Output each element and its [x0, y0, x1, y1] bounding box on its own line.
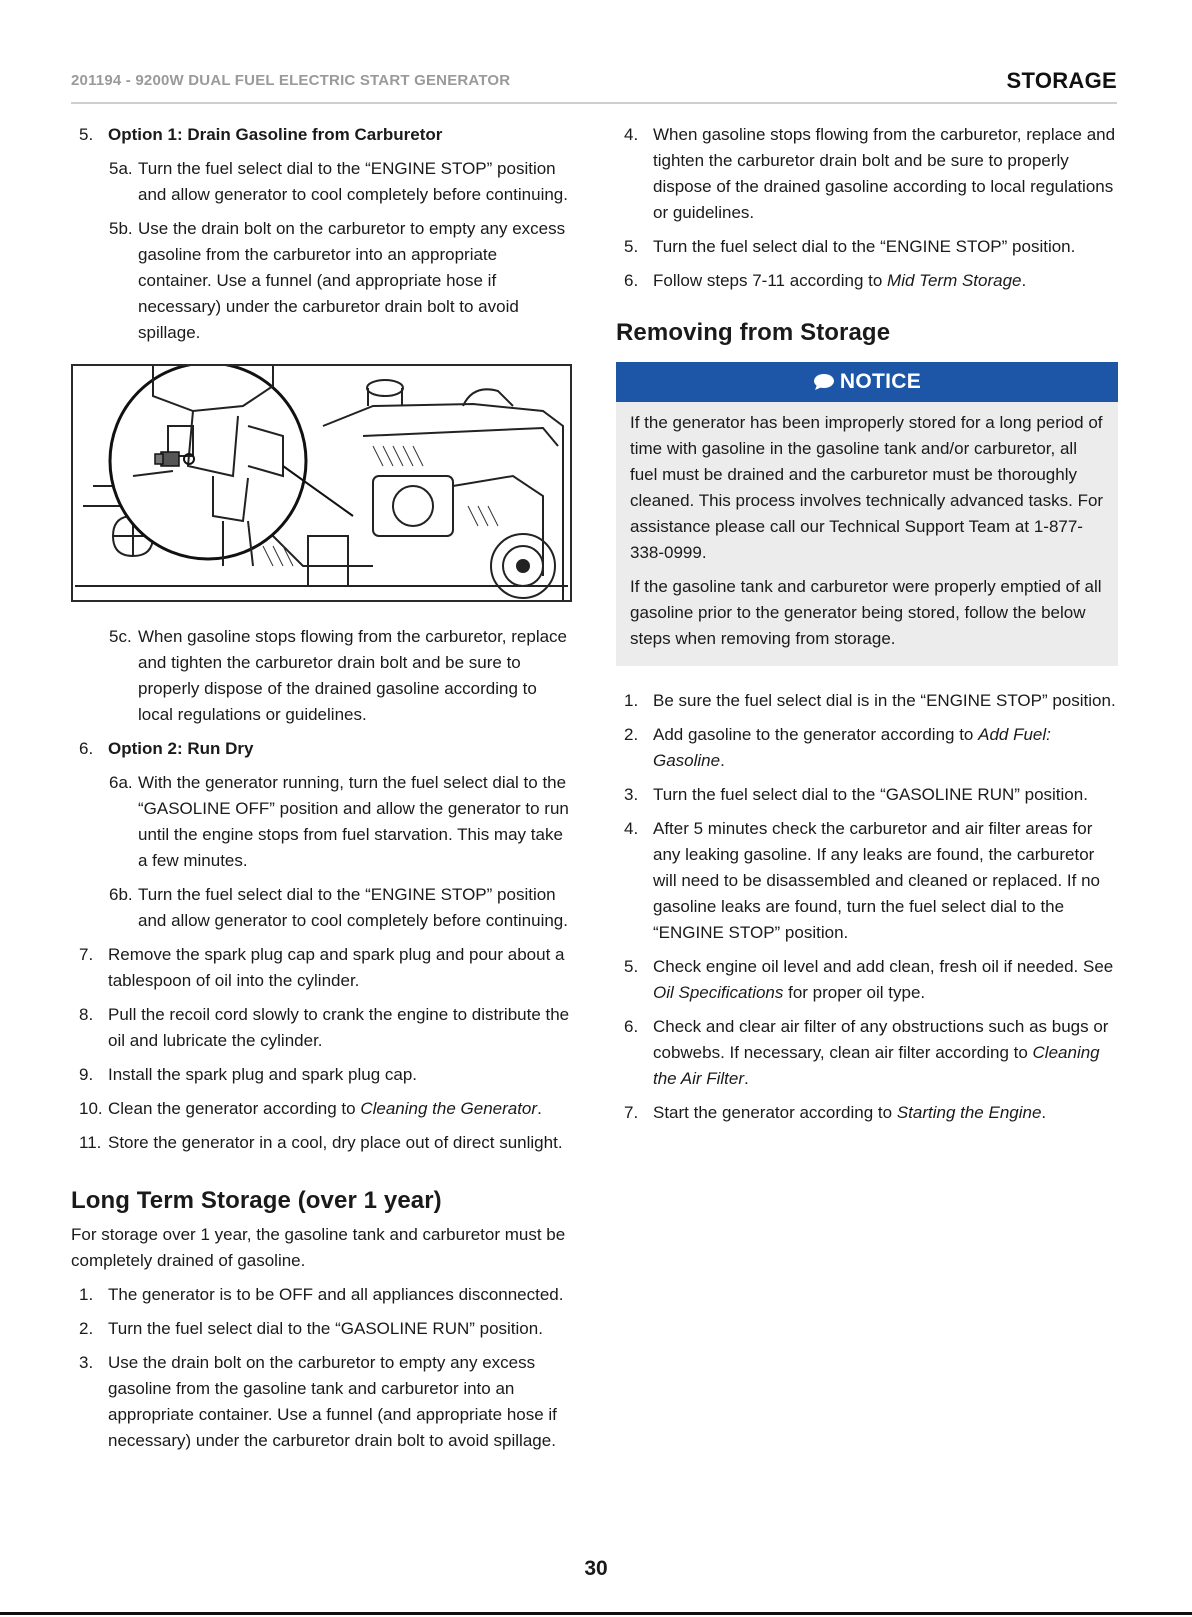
notice-box: [616, 362, 1118, 666]
notice-label: NOTICE: [839, 370, 922, 393]
list-item: [71, 1096, 571, 1122]
item-number: 2.: [79, 1319, 94, 1338]
item-text: for proper oil type.: [783, 983, 926, 1002]
section-heading: Long Term Storage (over 1 year): [71, 1187, 442, 1214]
item-number: 5a.: [109, 159, 133, 178]
item-number: 7.: [624, 1103, 639, 1122]
item-number: 10.: [79, 1099, 103, 1118]
list-item: [616, 782, 1118, 808]
list-item: [71, 1282, 571, 1308]
section-title: STORAGE: [1006, 68, 1117, 93]
item-text: The generator is to be OFF and all appliances disconnected.: [108, 1285, 564, 1304]
list-item: [616, 234, 1118, 260]
section-heading: Removing from Storage: [616, 319, 891, 346]
section-intro: For storage over 1 year, the gasoline tank and carburetor must be completely drained of gasoline.: [71, 1225, 566, 1270]
list-item: [616, 1100, 1118, 1126]
item-text: .: [537, 1099, 542, 1118]
item-number: 6.: [79, 739, 94, 758]
list-item: [71, 1062, 571, 1088]
notice-paragraph: If the gasoline tank and carburetor were properly emptied of all gasoline prior to the generator being stored, follow the below steps when removing from storage.: [630, 577, 1102, 648]
reference-link[interactable]: Cleaning the Air Filter: [653, 1043, 1100, 1088]
item-number: 5c.: [109, 627, 132, 646]
item-text: When gasoline stops flowing from the carburetor, replace and tighten the carburetor drain bolt and be sure to properly dispose of the drained gasoline according to local regulations or guidelines.: [138, 627, 568, 724]
item-text: Check engine oil level and add clean, fresh oil if needed. See: [653, 957, 1114, 976]
item-number: 1.: [79, 1285, 94, 1304]
page-number: 30: [584, 1557, 608, 1580]
item-text: Turn the fuel select dial to the “ENGINE STOP” position and allow generator to cool completely before continuing.: [138, 159, 568, 204]
item-number: 6b.: [109, 885, 133, 904]
reference-link[interactable]: Add Fuel: Gasoline: [653, 725, 1051, 770]
item-number: 8.: [79, 1005, 94, 1024]
item-text: .: [1041, 1103, 1047, 1122]
right-column: [616, 122, 1118, 1134]
item-text: Check and clear air filter of any obstructions such as bugs or cobwebs. If necessary, clean air filter according to: [653, 1017, 1109, 1062]
item-text: Install the spark plug and spark plug cap.: [108, 1065, 418, 1084]
item-text: .: [1021, 271, 1027, 290]
item-text: Turn the fuel select dial to the “ENGINE STOP” position.: [653, 237, 1076, 256]
list-item: [616, 954, 1118, 1006]
notice-body: [616, 402, 1118, 666]
item-text: Turn the fuel select dial to the “GASOLINE RUN” position.: [653, 785, 1088, 804]
reference-link[interactable]: Mid Term Storage: [887, 271, 1022, 290]
item-number: 4.: [624, 819, 639, 838]
reference-link[interactable]: Oil Specifications: [653, 983, 784, 1002]
item-text: Store the generator in a cool, dry place out of direct sunlight.: [108, 1133, 563, 1152]
item-number: 6.: [624, 1017, 639, 1036]
item-number: 5.: [624, 957, 639, 976]
list-item: [71, 122, 571, 148]
item-text: Use the drain bolt on the carburetor to empty any excess gasoline from the carburetor into an appropriate container. Use a funnel (and appropriate hose if necessary) under the carburetor drain bolt to avoid spillage.: [138, 219, 566, 342]
item-number: 4.: [624, 125, 639, 144]
item-text: .: [744, 1069, 749, 1088]
item-number: 3.: [79, 1353, 94, 1372]
item-number: 5b.: [109, 219, 133, 238]
item-number: 3.: [624, 785, 639, 804]
item-text: When gasoline stops flowing from the carburetor, replace and tighten the carburetor drain bolt and be sure to properly dispose of the drained gasoline according to local regulations or guidelines.: [653, 125, 1116, 222]
sub-item: [71, 882, 571, 934]
item-text: Turn the fuel select dial to the “ENGINE STOP” position and allow generator to cool completely before continuing.: [138, 885, 568, 930]
list-item: [616, 268, 1118, 294]
sub-item: [71, 156, 571, 208]
item-text: Remove the spark plug cap and spark plug and pour about a tablespoon of oil into the cylinder.: [108, 945, 565, 990]
item-text: Pull the recoil cord slowly to crank the engine to distribute the oil and lubricate the cylinder.: [108, 1005, 570, 1050]
item-number: 6.: [624, 271, 639, 290]
item-text: Start the generator according to: [653, 1103, 897, 1122]
sub-item: [71, 770, 571, 874]
document-id: 201194 - 9200W DUAL FUEL ELECTRIC START GENERATOR: [71, 72, 511, 89]
sub-item: [71, 624, 571, 728]
item-title: Option 1: Drain Gasoline from Carburetor: [108, 125, 443, 144]
list-item: [71, 1130, 571, 1156]
item-text: Follow steps 7-11 according to: [653, 271, 888, 290]
notice-header: [616, 362, 1118, 402]
item-number: 9.: [79, 1065, 94, 1084]
item-text: Be sure the fuel select dial is in the “ENGINE STOP” position.: [653, 691, 1116, 710]
item-number: 1.: [624, 691, 639, 710]
item-text: .: [720, 751, 725, 770]
item-number: 5.: [624, 237, 639, 256]
list-item: [616, 688, 1118, 714]
item-text: Use the drain bolt on the carburetor to empty any excess gasoline from the gasoline tank and carburetor into an appropriate container. Use a funnel (and appropriate hose if necessary) under the carburetor drain bolt to avoid spillage.: [108, 1353, 557, 1450]
item-number: 7.: [79, 945, 94, 964]
list-item: [616, 122, 1118, 226]
reference-link[interactable]: Cleaning the Generator: [360, 1099, 538, 1118]
item-number: 5.: [79, 125, 94, 144]
item-title: Option 2: Run Dry: [108, 739, 254, 758]
list-item: [71, 942, 571, 994]
item-text: Add gasoline to the generator according to: [653, 725, 979, 744]
list-item: [71, 736, 571, 762]
bottom-divider: [0, 1612, 1192, 1615]
left-column: [71, 122, 571, 1462]
carburetor-drain-illustration: [71, 364, 572, 602]
list-item: [71, 1350, 571, 1454]
item-text: After 5 minutes check the carburetor and air filter areas for any leaking gasoline. If any leaks are found, the carburetor will need to be disassembled and cleaned or replaced. If no gasoline leaks are found, turn the fuel select dial to the “ENGINE STOP” position.: [653, 819, 1101, 942]
list-item: [71, 1316, 571, 1342]
item-text: Clean the generator according to: [108, 1099, 361, 1118]
item-number: 11.: [79, 1133, 102, 1152]
sub-item: [71, 216, 571, 346]
speech-bubble-icon: [813, 373, 835, 391]
list-item: [616, 722, 1118, 774]
item-text: Turn the fuel select dial to the “GASOLINE RUN” position.: [108, 1319, 543, 1338]
reference-link[interactable]: Starting the Engine: [896, 1103, 1042, 1122]
list-item: [616, 1014, 1118, 1092]
list-item: [616, 816, 1118, 946]
item-number: 2.: [624, 725, 639, 744]
item-text: With the generator running, turn the fuel select dial to the “GASOLINE OFF” position and allow the generator to run until the engine stops from fuel starvation. This may take a few minutes.: [138, 773, 569, 870]
item-number: 6a.: [109, 773, 133, 792]
list-item: [71, 1002, 571, 1054]
notice-paragraph: If the generator has been improperly stored for a long period of time with gasoline in the gasoline tank and/or carburetor, all fuel must be drained and the carburetor must be thoroughly cleaned. This process involves technically advanced tasks. For assistance please call our Technical Support Team at 1-877-338-0999.: [630, 413, 1104, 562]
page-header: [71, 68, 1117, 104]
